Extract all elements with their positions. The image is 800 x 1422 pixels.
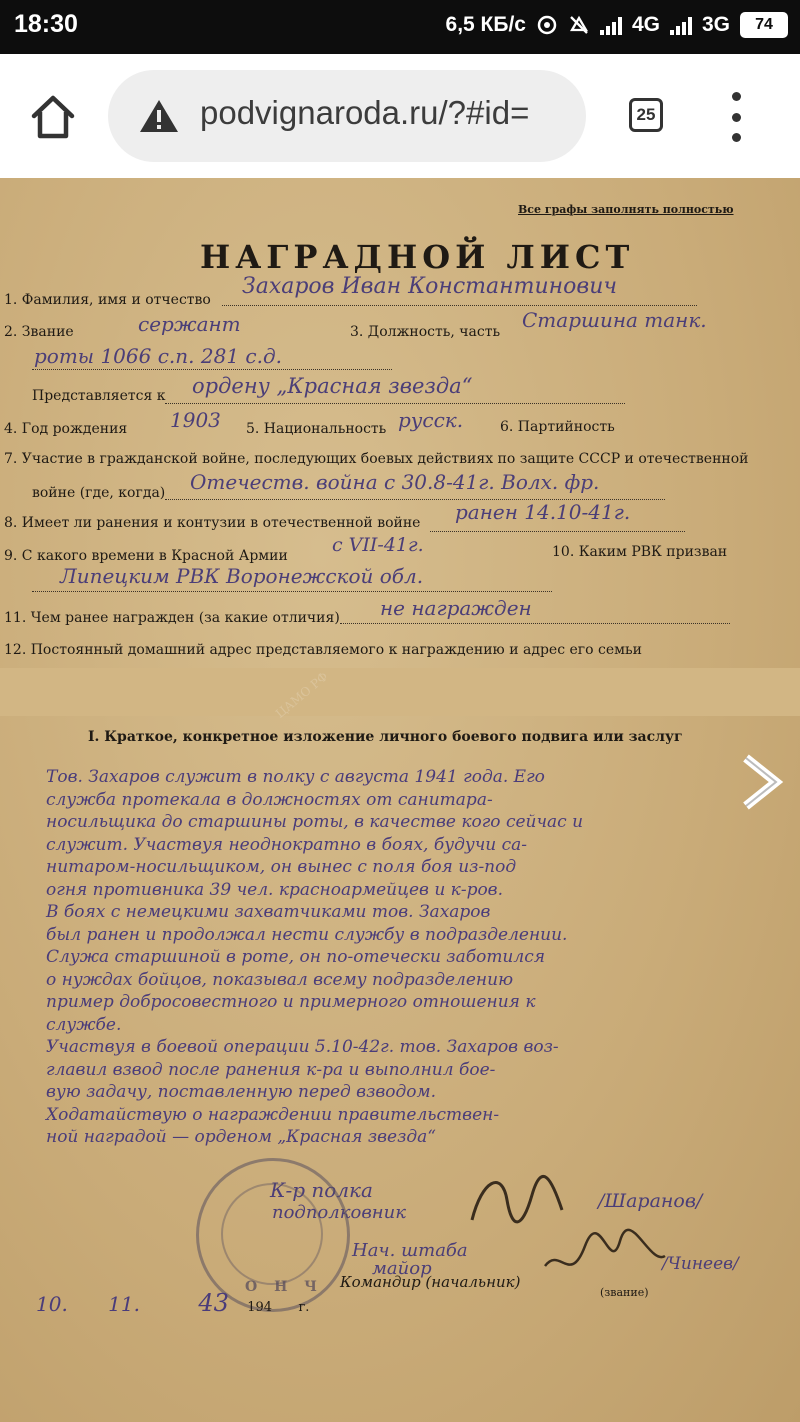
field-7-label-cont: войне (где, когда) bbox=[32, 485, 166, 501]
field-5-label: 5. Национальность bbox=[246, 421, 387, 437]
narrative-line: Ходатайствую о награждении правительствен- bbox=[46, 1104, 500, 1125]
field-7-label: 7. Участие в гражданской войне, последующих боевых действиях по защите СССР и отечественной bbox=[4, 451, 749, 467]
field-8-value: ранен 14.10-41г. bbox=[455, 500, 631, 524]
net-speed: 6,5 КБ/с bbox=[445, 13, 526, 36]
narrative-line: главил взвод после ранения к-ра и выполнил бое- bbox=[46, 1059, 496, 1080]
field-1-label: 1. Фамилия, имя и отчество bbox=[4, 292, 211, 308]
narrative-text bbox=[46, 766, 800, 1149]
narrative-line: вую задачу, поставленную перед взводом. bbox=[46, 1082, 436, 1102]
field-10-line bbox=[32, 590, 552, 592]
signature-2-role: Нач. штаба bbox=[352, 1240, 468, 1261]
home-icon[interactable] bbox=[26, 90, 80, 144]
next-page-icon[interactable] bbox=[736, 752, 788, 812]
watermark: ЦАМО РФ bbox=[272, 669, 331, 721]
presented-value: ордену „Красная звезда“ bbox=[192, 374, 473, 398]
section-header: I. Краткое, конкретное изложение личного боевого подвига или заслуг bbox=[88, 729, 683, 745]
field-8-line bbox=[430, 530, 685, 532]
narrative-line: служит. Участвуя неоднократно в боях, будучи са- bbox=[46, 834, 528, 855]
field-2-value: сержант bbox=[138, 312, 241, 336]
narrative-line: о нуждах бойцов, показывал всему подразделению bbox=[46, 969, 514, 990]
narrative-line: ной наградой — орденом „Красная звезда“ bbox=[46, 1127, 436, 1147]
field-5-value: русск. bbox=[398, 408, 464, 432]
narrative-line: Тов. Захаров служит в полку с августа 1941 года. Его bbox=[46, 767, 545, 787]
status-icons bbox=[446, 12, 788, 38]
field-3-line bbox=[32, 368, 392, 370]
field-2-label: 2. Звание bbox=[4, 324, 74, 340]
narrative-line: В боях с немецкими захватчиками тов. Захаров bbox=[46, 902, 491, 922]
signal-icon-2 bbox=[670, 15, 692, 35]
narrative-line: пример добросовестного и примерного отношения к bbox=[46, 992, 536, 1012]
field-10-label: 10. Каким РВК призван bbox=[552, 544, 728, 560]
field-4-label: 4. Год рождения bbox=[4, 421, 128, 437]
document-date: 10. 11. 43 194 г. bbox=[36, 1289, 310, 1317]
narrative-line: службе. bbox=[46, 1014, 122, 1035]
rank-label: (звание) bbox=[600, 1286, 649, 1299]
signature-1-name: /Шаранов/ bbox=[598, 1190, 703, 1212]
signature-2-name: /Чинеев/ bbox=[662, 1254, 739, 1274]
commander-label: Командир (начальник) bbox=[340, 1273, 521, 1291]
warning-icon[interactable] bbox=[138, 98, 180, 134]
field-3-value: Старшина танк. bbox=[522, 308, 707, 332]
tab-switcher-button[interactable]: 25 bbox=[629, 98, 663, 132]
mute-alarm-icon bbox=[568, 14, 590, 36]
field-11-line bbox=[340, 622, 730, 624]
document-title: НАГРАДНОЙ ЛИСТ bbox=[200, 238, 635, 276]
official-stamp: О Н Ч bbox=[196, 1158, 350, 1312]
presented-label: Представляется к bbox=[32, 388, 166, 404]
field-8-label: 8. Имеет ли ранения и контузии в отечественной войне bbox=[4, 515, 421, 531]
status-bar bbox=[0, 0, 800, 54]
url-text[interactable]: podvignaroda.ru/?#id= bbox=[200, 94, 530, 131]
narrative-line: нитаром-носильщиком, он вынес с поля боя из-под bbox=[46, 857, 517, 877]
network-type-2: 3G bbox=[701, 13, 730, 36]
narrative-line: носильщика до старшины роты, в качестве кого сейчас и bbox=[46, 812, 584, 832]
document-image bbox=[0, 178, 800, 1422]
address-area bbox=[0, 668, 800, 716]
signal-icon bbox=[600, 15, 622, 35]
field-4-value: 1903 bbox=[170, 408, 221, 432]
field-1-value: Захаров Иван Константинович bbox=[242, 274, 618, 299]
browser-toolbar bbox=[0, 54, 800, 178]
field-12-label: 12. Постоянный домашний адрес представляемого к награждению и адрес его семьи bbox=[4, 642, 642, 658]
narrative-line: Служа старшиной в роте, он по-отечески заботился bbox=[46, 947, 545, 967]
narrative-line: был ранен и продолжал нести службу в подразделении. bbox=[46, 924, 568, 945]
address-bar[interactable] bbox=[108, 70, 586, 162]
field-9-label: 9. С какого времени в Красной Армии bbox=[4, 548, 288, 564]
battery-icon: 74 bbox=[740, 12, 788, 38]
network-type-1: 4G bbox=[631, 13, 660, 36]
overflow-menu-icon[interactable] bbox=[726, 92, 746, 142]
narrative-line: огня противника 39 чел. красноармейцев и к-ров. bbox=[46, 879, 503, 900]
narrative-line: служба протекала в должностях от санитара- bbox=[46, 789, 493, 810]
field-6-label: 6. Партийность bbox=[500, 419, 615, 435]
field-9-value: с VII-41г. bbox=[332, 534, 424, 556]
hotspot-icon bbox=[536, 14, 558, 36]
field-11-label: 11. Чем ранее награжден (за какие отличия) bbox=[4, 610, 340, 626]
clock: 18:30 bbox=[14, 10, 78, 38]
field-3-value-cont: роты 1066 с.п. 281 с.д. bbox=[34, 344, 282, 368]
signature-2-rank: майор bbox=[372, 1258, 432, 1279]
field-3-label: 3. Должность, часть bbox=[350, 324, 501, 340]
narrative-line: Участвуя в боевой операции 5.10-42г. тов. Захаров воз- bbox=[46, 1037, 559, 1057]
signature-1-rank: подполковник bbox=[272, 1202, 406, 1223]
top-note: Все графы заполнять полностью bbox=[518, 203, 734, 216]
signature-1-role: К-р полка bbox=[270, 1178, 373, 1202]
field-10-value: Липецким РВК Воронежской обл. bbox=[60, 564, 424, 588]
field-1-line bbox=[222, 304, 697, 306]
field-7-value: Отечеств. война с 30.8-41г. Волх. фр. bbox=[190, 470, 600, 494]
field-11-value: не награжден bbox=[380, 596, 532, 620]
presented-line bbox=[165, 402, 625, 404]
